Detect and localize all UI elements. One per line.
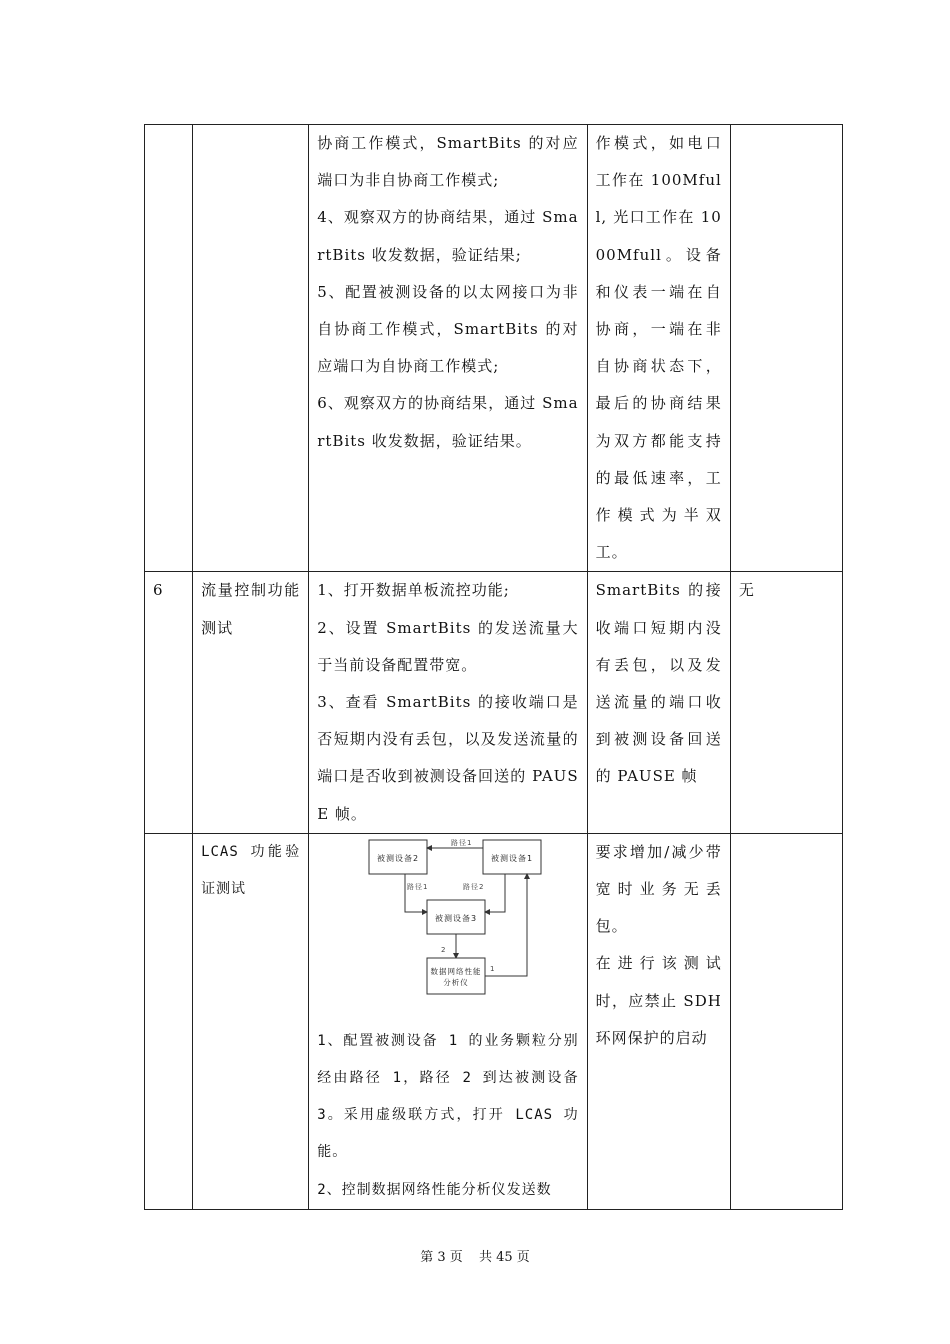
device-1-label: 被测设备1: [491, 853, 534, 863]
device-3-label: 被测设备3: [435, 913, 478, 923]
table-row: [145, 125, 843, 572]
remark-cell: [730, 125, 842, 572]
analyzer-to-device-1: [485, 874, 527, 976]
test-steps-cell: [309, 833, 587, 1209]
analyzer-box: [427, 958, 485, 994]
step-text: 5、配置被测设备的以太网接口为非自协商工作模式，SmartBits 的对应端口为自协商工作模式;: [317, 282, 579, 376]
device-2-label: 被测设备2: [377, 853, 420, 863]
analyzer-label-line2: 分析仪: [443, 977, 469, 987]
link-number-1: 1: [490, 964, 496, 973]
path-2-to-device-3: [485, 874, 505, 912]
step-text: 1、打开数据单板流控功能;: [317, 581, 510, 600]
test-item-cell: 流量控制功能测试: [193, 572, 309, 833]
step-text: 4、观察双方的协商结果，通过 SmartBits 收发数据，验证结果;: [317, 208, 579, 264]
step-text: 6、观察双方的协商结果，通过 SmartBits 收发数据，验证结果。: [317, 394, 579, 450]
analyzer-label-line1: 数据网络性能: [430, 966, 482, 976]
table-row: [145, 572, 843, 833]
row-number-cell: [145, 833, 193, 1209]
row-number-cell: [145, 125, 193, 572]
table-row: [145, 833, 843, 1209]
path-2-label: 路径2: [463, 882, 485, 891]
expected-text: 要求增加/减少带宽时业务无丢包。: [595, 842, 722, 936]
step-text: 协商工作模式，SmartBits 的对应端口为非自协商工作模式;: [317, 134, 579, 190]
expected-result-cell: [587, 833, 730, 1209]
page-footer: [0, 1246, 950, 1265]
test-steps-cell: [309, 125, 587, 572]
path-1-left-label: 路径1: [407, 882, 429, 891]
page-total: 共 45 页: [478, 1250, 530, 1265]
path-1-top-label: 路径1: [451, 838, 473, 847]
expected-result-cell: SmartBits 的接收端口短期内没有丢包，以及发送流量的端口收到被测设备回送的 PAUSE 帧: [587, 572, 730, 833]
row-number-cell: 6: [145, 572, 193, 833]
test-item-cell: [193, 125, 309, 572]
remark-cell: [730, 833, 842, 1209]
lcas-topology-diagram: [317, 834, 579, 1019]
page-number: 第 3 页: [420, 1250, 463, 1265]
test-case-table: [144, 124, 843, 1210]
step-text: 2、设置 SmartBits 的发送流量大于当前设备配置带宽。: [317, 618, 579, 674]
step-text: 2、控制数据网络性能分析仪发送数: [317, 1181, 552, 1198]
step-text: 1、配置被测设备 1 的业务颗粒分别经由路径 1，路径 2 到达被测设备 3。采用虚级联方式，打开 LCAS 功能。: [317, 1032, 579, 1161]
step-text: 3、查看 SmartBits 的接收端口是否短期内没有丢包，以及发送流量的端口是否收到被测设备回送的 PAUSE 帧。: [317, 693, 579, 823]
remark-cell: 无: [730, 572, 842, 833]
test-steps-cell: [309, 572, 587, 833]
link-number-2: 2: [441, 945, 447, 954]
path-1-to-device-3: [405, 874, 427, 912]
expected-text: 在进行该测试时，应禁止 SDH 环网保护的启动: [595, 954, 722, 1047]
test-item-cell: LCAS 功能验证测试: [193, 833, 309, 1209]
expected-result-cell: 作模式，如电口工作在 100Mfull, 光口工作在 1000Mfull。设备和仪表一端在自协商，一端在非自协商状态下，最后的协商结果为双方都能支持的最低速率，工作模式为半双工。: [587, 125, 730, 572]
